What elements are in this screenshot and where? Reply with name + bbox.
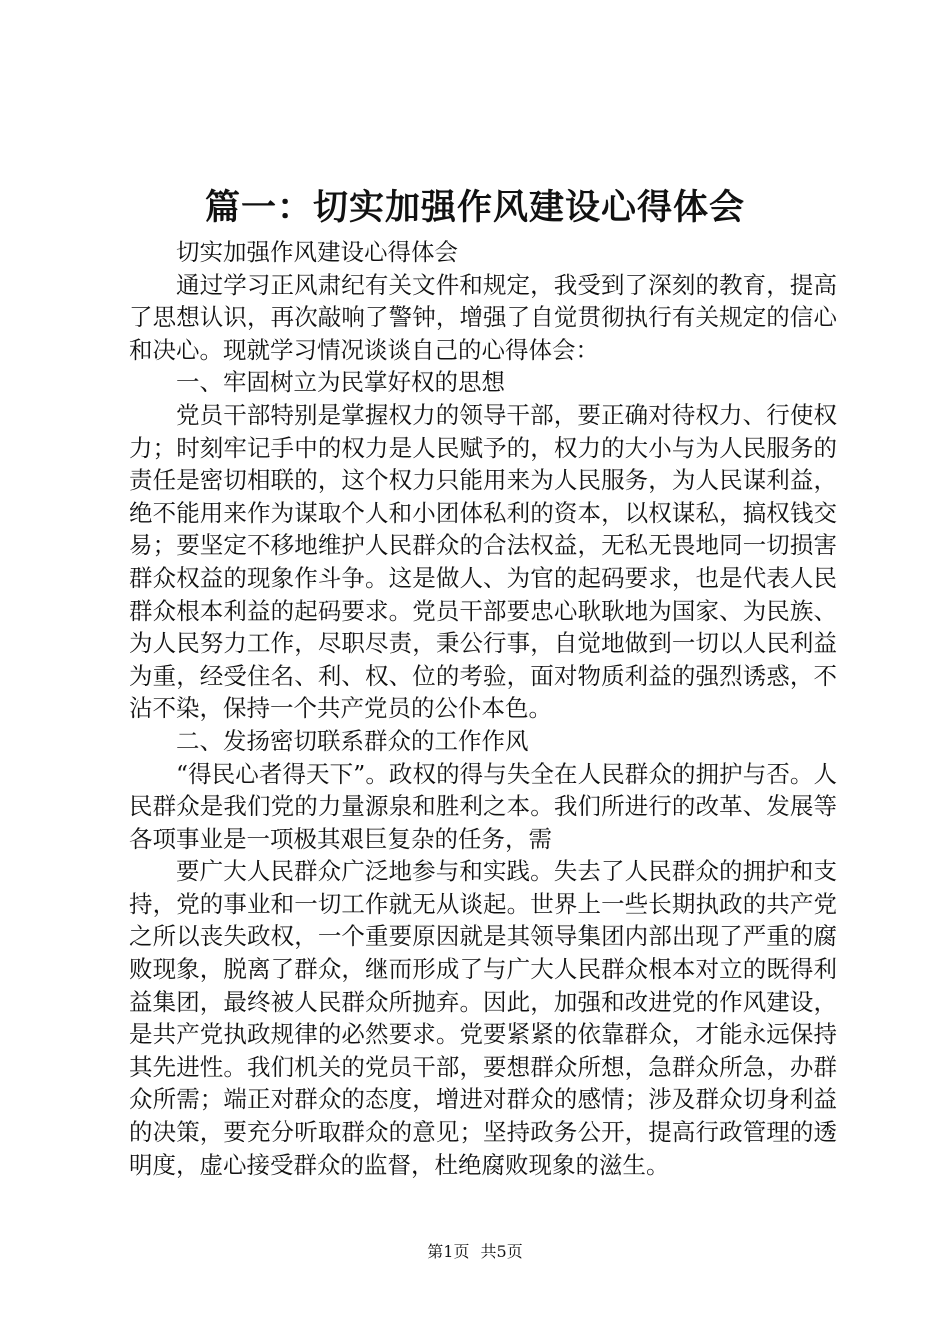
document-title: 篇一：切实加强作风建设心得体会	[204, 188, 745, 228]
section-2-paragraph-a: “得民心者得天下”。政权的得与失全在人民群众的拥护与否。人民群众是我们党的力量源泉和胜利之本。我们所进行的改革、发展等各项事业是一项极其艰巨复杂的任务，需	[129, 759, 837, 853]
section-heading-1: 一、牢固树立为民掌好权的思想	[176, 368, 505, 397]
document-body	[129, 236, 837, 1181]
page-number: 第1页	[427, 1242, 470, 1261]
subtitle-paragraph: 切实加强作风建设心得体会	[176, 238, 458, 266]
page-footer	[0, 1240, 950, 1264]
section-2-paragraph-b: 要广大人民群众广泛地参与和实践。失去了人民群众的拥护和支持，党的事业和一切工作就无从谈起。世界上一些长期执政的共产党之所以丧失政权，一个重要原因就是其领导集团内部出现了严重的腐败现象，脱离了群众，继而形成了与广大人民群众根本对立的既得利益集团，最终被人民群众所抛弃。因此，加强和改进党的作风建设，是共产党执政规律的必然要求。党要紧紧的依靠群众，才能永远保持其先进性。我们机关的党员干部，要想群众所想，急群众所急，办群众所需；端正对群众的态度，增进对群众的感情；涉及群众切身利益的决策，要充分听取群众的意见；坚持政务公开，提高行政管理的透明度，虚心接受群众的监督，杜绝腐败现象的滋生。	[129, 857, 837, 1179]
section-1-paragraph: 党员干部特别是掌握权力的领导干部，要正确对待权力、行使权力；时刻牢记手中的权力是人民赋予的，权力的大小与为人民服务的责任是密切相联的，这个权力只能用来为人民服务，为人民谋利益，绝不能用来作为谋取个人和小团体私利的资本，以权谋私，搞权钱交易；要坚定不移地维护人民群众的合法权益，无私无畏地同一切损害群众权益的现象作斗争。这是做人、为官的起码要求，也是代表人民群众根本利益的起码要求。党员干部要忠心耿耿地为国家、为民族、为人民努力工作，尽职尽责，秉公行事，自觉地做到一切以人民利益为重，经受住名、利、权、位的考验，面对物质利益的强烈诱惑，不沾不染，保持一个共产党员的公仆本色。	[129, 400, 837, 723]
page-total: 共5页	[480, 1242, 523, 1261]
intro-paragraph: 通过学习正风肃纪有关文件和规定，我受到了深刻的教育，提高了思想认识，再次敲响了警钟，增强了自觉贯彻执行有关规定的信心和决心。现就学习情况谈谈自己的心得体会：	[129, 270, 837, 364]
section-heading-2: 二、发扬密切联系群众的工作作风	[176, 726, 529, 755]
